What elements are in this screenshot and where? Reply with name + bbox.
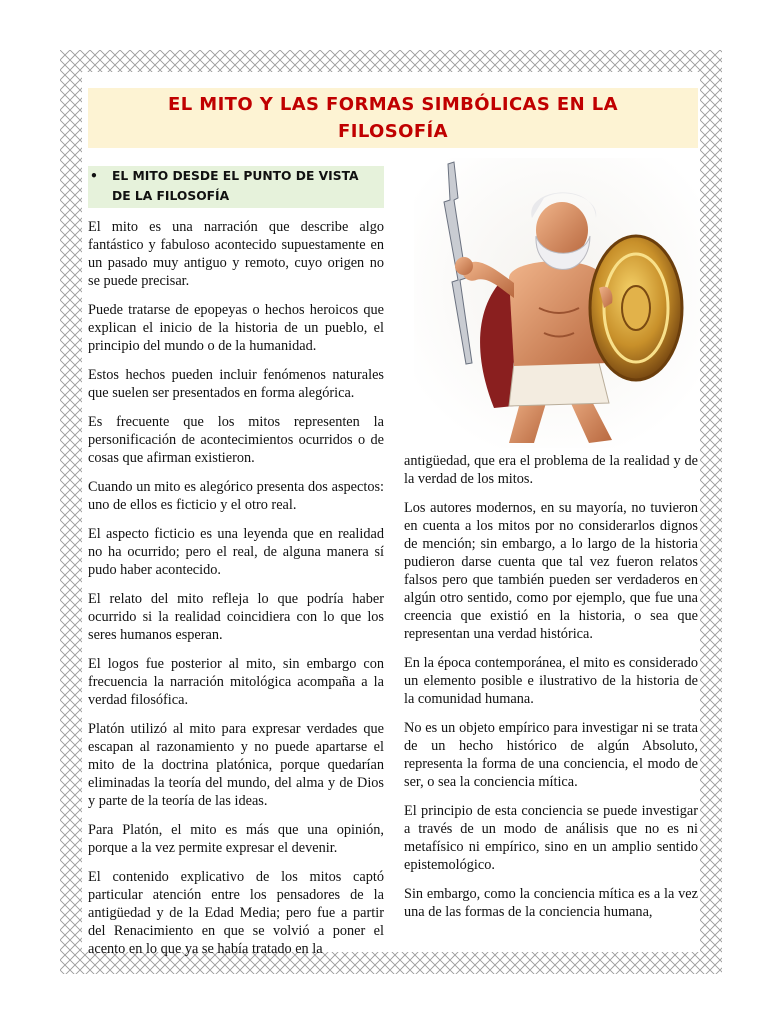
page-content bbox=[88, 88, 700, 957]
paragraph: antigüedad, que era el problema de la realidad y de la verdad de los mitos. bbox=[404, 453, 698, 487]
paragraph: Sin embargo, como la conciencia mítica es a la vez una de las formas de la conciencia humana, bbox=[404, 886, 698, 920]
section-heading-line-1: EL MITO DESDE EL PUNTO DE VISTA bbox=[112, 169, 359, 183]
paragraph: Estos hechos pueden incluir fenómenos naturales que suelen ser presentados en forma alegórica. bbox=[88, 367, 384, 401]
title-line-1: EL MITO Y LAS FORMAS SIMBÓLICAS EN LA bbox=[168, 94, 618, 115]
bullet-icon: • bbox=[90, 169, 98, 183]
paragraph: El mito es una narración que describe algo fantástico y fabuloso acontecido supuestamente en un pasado muy antiguo y remoto, cuyo origen no se puede precisar. bbox=[88, 219, 384, 289]
paragraph: El logos fue posterior al mito, sin embargo con frecuencia la narración mitológica acompaña a la verdad filosófica. bbox=[88, 656, 384, 708]
paragraph: Para Platón, el mito es más que una opinión, porque a la vez permite expresar el devenir. bbox=[88, 822, 384, 856]
left-column bbox=[88, 218, 384, 969]
paragraph: El contenido explicativo de los mitos captó particular atención entre los pensadores de la antigüedad y de la Edad Media; pero fue a partir del Renacimiento en que se volvió a poner el acento en lo que ya se había tratado en la bbox=[88, 869, 384, 957]
paragraph: En la época contemporánea, el mito es considerado un elemento posible e ilustrativo de la historia de la comunidad humana. bbox=[404, 655, 698, 707]
right-column bbox=[404, 452, 698, 932]
section-heading bbox=[88, 166, 384, 208]
paragraph: El relato del mito refleja lo que podría haber ocurrido si la realidad coincidiera con lo que los seres humanos esperan. bbox=[88, 591, 384, 643]
paragraph: No es un objeto empírico para investigar ni se trata de un hecho histórico de algún Absoluto, representa la forma de una conciencia, el modo de ser, o sea la conciencia mítica. bbox=[404, 720, 698, 790]
paragraph: Puede tratarse de epopeyas o hechos heroicos que explican el inicio de la historia de un pueblo, el principio del mundo o de la humanidad. bbox=[88, 302, 384, 354]
paragraph: Es frecuente que los mitos representen la personificación de acontecimientos ocurridos o de cosas que afirman existieron. bbox=[88, 414, 384, 466]
section-heading-line-2: DE LA FILOSOFÍA bbox=[112, 189, 230, 203]
paragraph: Cuando un mito es alegórico presenta dos aspectos: uno de ellos es ficticio y el otro real. bbox=[88, 479, 384, 513]
paragraph: Los autores modernos, en su mayoría, no tuvieron en cuenta a los mitos por no considerarlos dignos de mención; sin embargo, a lo largo de la historia pudieron darse cuenta que tal vez fueron relatos falsos pero que también pueden ser verdaderos en algún otro sentido, como por ejemplo, que fue una creencia que existió en la historia, o sea que representan una verdad histórica. bbox=[404, 500, 698, 642]
page-title bbox=[88, 88, 698, 148]
zeus-illustration-icon bbox=[414, 158, 700, 448]
paragraph: Platón utilizó al mito para expresar verdades que escapan al razonamiento y no puede apartarse el mito de la doctrina platónica, porque quedarían eliminadas la teoría del mundo, del alma y de Dios y parte de la teoría de las ideas. bbox=[88, 721, 384, 809]
paragraph: El principio de esta conciencia se puede investigar a través de un modo de análisis que no es ni metafísico ni empírico, sino en un amplio sentido epistemológico. bbox=[404, 803, 698, 873]
paragraph: El aspecto ficticio es una leyenda que en realidad no ha ocurrido; pero el real, de alguna manera sí pudo haber acontecido. bbox=[88, 526, 384, 578]
title-line-2: FILOSOFÍA bbox=[338, 121, 448, 142]
